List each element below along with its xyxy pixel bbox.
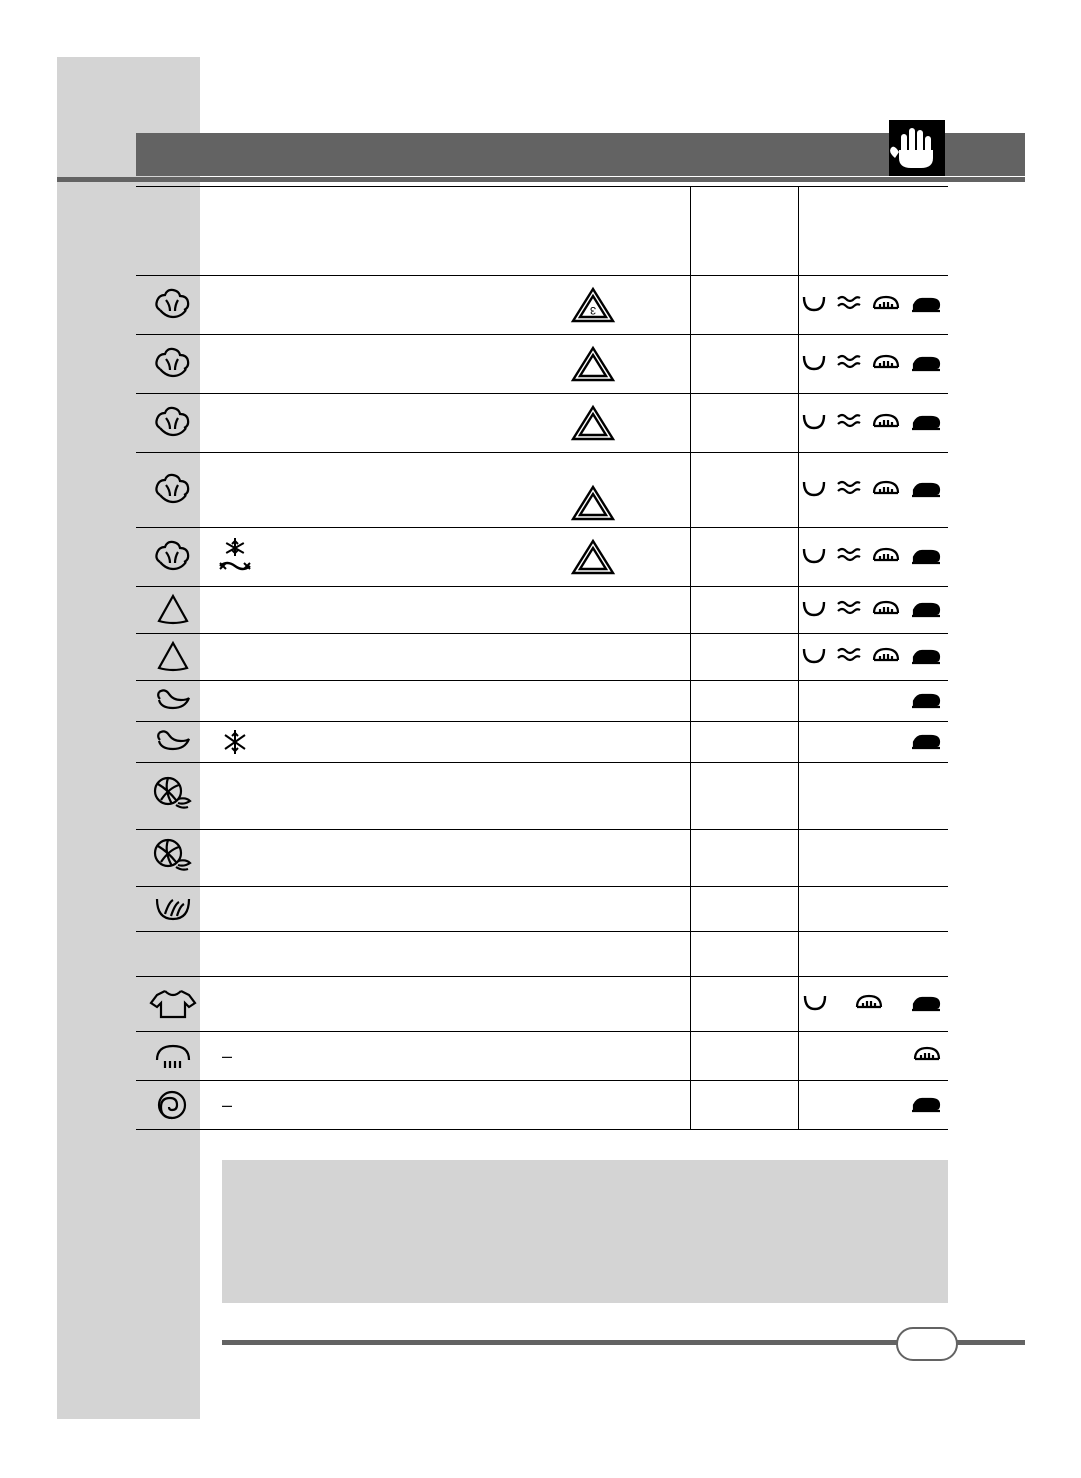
warning-triangle-icon	[570, 453, 690, 527]
care-symbols	[799, 477, 949, 504]
care-symbols	[799, 410, 949, 437]
iron-icon	[910, 410, 942, 437]
note-box	[222, 1160, 948, 1303]
wash-tub-icon	[801, 351, 827, 378]
care-symbols	[799, 351, 949, 378]
delicates-icon	[142, 686, 204, 716]
table-row	[136, 634, 948, 681]
synthetics-icon	[142, 593, 204, 627]
wash-gentle-icon	[836, 292, 862, 319]
rinse-icon	[142, 1040, 204, 1072]
tumble-dry-icon	[871, 644, 901, 671]
snowflake-icon	[204, 727, 266, 757]
iron-icon	[910, 292, 942, 319]
wash-gentle-icon	[836, 597, 862, 624]
table-row	[136, 887, 948, 932]
program-table	[136, 186, 948, 1130]
iron-icon	[910, 544, 942, 571]
iron-icon	[910, 688, 942, 715]
tumble-dry-icon	[871, 477, 901, 504]
care-symbols	[799, 644, 949, 671]
wool-icon	[142, 773, 204, 819]
tumble-dry-icon	[854, 991, 884, 1018]
tumble-dry-icon	[871, 292, 901, 319]
cotton-icon	[142, 473, 204, 507]
iron-icon	[910, 351, 942, 378]
iron-icon	[910, 1092, 942, 1119]
synthetics-icon	[142, 640, 204, 674]
tumble-dry-icon	[871, 410, 901, 437]
table-row	[136, 830, 948, 887]
tumble-dry-icon	[912, 1043, 942, 1070]
iron-icon	[910, 597, 942, 624]
wash-gentle-icon	[836, 351, 862, 378]
iron-icon	[910, 991, 942, 1018]
wash-tub-icon	[801, 292, 827, 319]
snowflake-no-bleach-icon	[204, 536, 266, 578]
table-row	[136, 453, 948, 528]
svg-text:3: 3	[589, 304, 596, 316]
table-row	[136, 528, 948, 587]
cotton-icon	[142, 347, 204, 381]
table-row	[136, 335, 948, 394]
wash-tub-icon	[801, 597, 827, 624]
care-symbols	[799, 1092, 949, 1119]
tumble-dry-icon	[871, 597, 901, 624]
table-row	[136, 977, 948, 1032]
care-symbols	[799, 729, 949, 756]
hand-icon	[889, 120, 945, 176]
table-row	[136, 276, 948, 335]
warning-triangle-icon	[570, 335, 690, 393]
table-row	[136, 1081, 948, 1130]
page-number-bubble	[896, 1327, 958, 1361]
care-symbols	[799, 991, 949, 1018]
wash-gentle-icon	[836, 544, 862, 571]
iron-icon	[910, 477, 942, 504]
wash-tub-icon	[802, 991, 828, 1018]
table-row	[136, 1032, 948, 1081]
wool-icon	[142, 835, 204, 881]
wash-gentle-icon	[836, 410, 862, 437]
wash-gentle-icon	[836, 477, 862, 504]
cotton-icon	[142, 406, 204, 440]
row-label: –	[222, 1094, 233, 1115]
wash-tub-icon	[801, 544, 827, 571]
table-row	[136, 722, 948, 763]
shirt-icon	[142, 985, 204, 1023]
tumble-dry-icon	[871, 351, 901, 378]
warning-triangle-icon	[570, 276, 690, 334]
care-symbols	[799, 597, 949, 624]
wash-tub-icon	[801, 644, 827, 671]
delicates-icon	[142, 727, 204, 757]
wash-tub-icon	[801, 410, 827, 437]
table-row	[136, 681, 948, 722]
table-row	[136, 932, 948, 977]
care-symbols	[799, 688, 949, 715]
wash-tub-icon	[801, 477, 827, 504]
table-row	[136, 587, 948, 634]
table-row	[136, 763, 948, 830]
cotton-icon	[142, 288, 204, 322]
iron-icon	[910, 644, 942, 671]
care-symbols	[799, 1043, 949, 1070]
spin-icon	[142, 1087, 204, 1123]
iron-icon	[910, 729, 942, 756]
care-symbols	[799, 544, 949, 571]
wash-gentle-icon	[836, 644, 862, 671]
row-label: –	[222, 1045, 233, 1066]
header-rule	[57, 177, 1025, 182]
care-symbols	[799, 292, 949, 319]
warning-triangle-icon	[570, 394, 690, 452]
table-header-row	[136, 187, 948, 276]
tumble-dry-icon	[871, 544, 901, 571]
table-row	[136, 394, 948, 453]
cotton-icon	[142, 540, 204, 574]
hand-wash-icon	[142, 892, 204, 926]
warning-triangle-icon	[570, 528, 690, 586]
